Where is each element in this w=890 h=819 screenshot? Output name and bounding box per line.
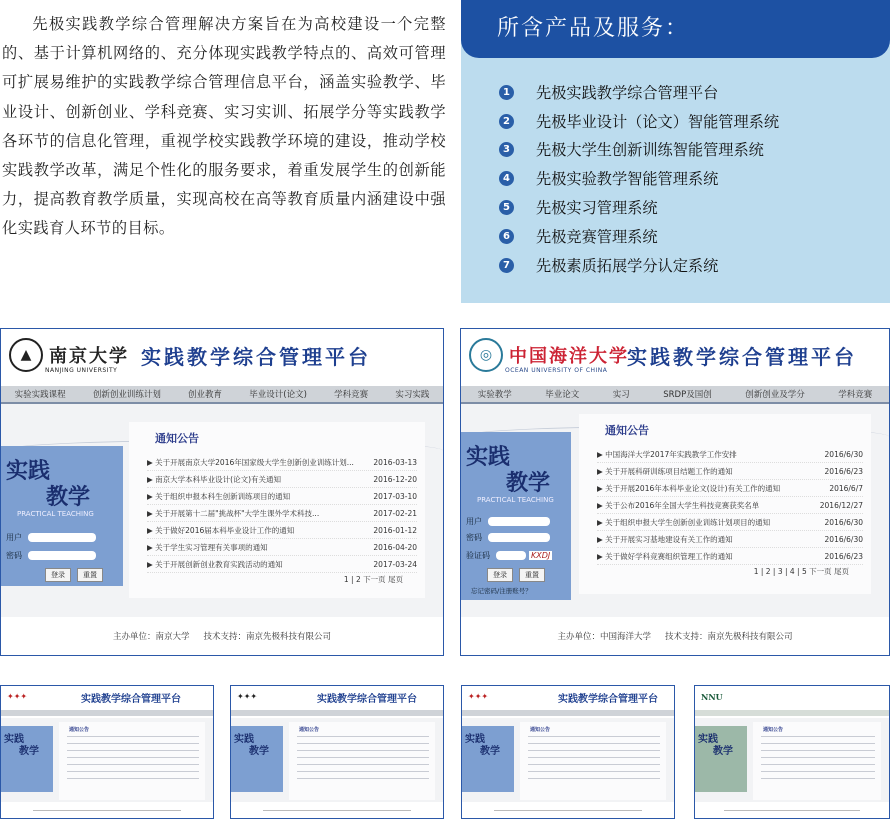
- notice-item[interactable]: [147, 522, 417, 539]
- notice-date: 2016/6/23: [824, 551, 863, 561]
- pagination[interactable]: 1 | 2 | 3 | 4 | 5 下一页 尾页: [753, 567, 849, 576]
- product-label: 先极素质拓展学分认定系统: [536, 256, 719, 275]
- thumb-heading-2: 教学: [713, 746, 733, 757]
- platform-thumbnail: [461, 685, 675, 819]
- main-nav: [1, 386, 443, 402]
- product-label: 先极大学生创新训练智能管理系统: [536, 141, 764, 160]
- logo-subtitle: NANJING UNIVERSITY: [45, 367, 118, 374]
- notice-text[interactable]: ▶ 关于组织申报大学生创新创业训练计划项目的通知: [597, 517, 771, 527]
- thumb-nav: [695, 710, 889, 716]
- product-item: [499, 222, 779, 251]
- thumb-footer: [231, 802, 443, 818]
- thumb-notice: [289, 722, 435, 800]
- notice-date: 2016/6/7: [829, 483, 863, 493]
- thumb-notice-lines: [297, 736, 429, 785]
- product-label: 先极实践教学综合管理平台: [536, 83, 719, 102]
- username-label: 用户: [466, 517, 482, 526]
- thumb-notice: [520, 722, 666, 800]
- nav-item[interactable]: 创业教育: [188, 390, 223, 400]
- platform-thumbnail: [230, 685, 444, 819]
- thumb-logo: NNU: [701, 692, 723, 702]
- thumb-logo: ✦✦✦: [7, 692, 28, 701]
- platform-thumbnail: [0, 685, 214, 819]
- platform-title: 实践教学综合管理平台: [141, 345, 371, 369]
- site-header: [461, 329, 889, 381]
- reset-button[interactable]: 重置: [519, 568, 545, 582]
- notice-item[interactable]: [147, 471, 417, 488]
- thumb-nav: [1, 710, 213, 716]
- number-badge-icon: 3: [499, 142, 514, 157]
- reset-button[interactable]: 重置: [77, 568, 103, 582]
- thumb-body: [231, 718, 443, 802]
- notice-date: 2016/6/23: [824, 466, 863, 476]
- notice-item[interactable]: [147, 454, 417, 471]
- ouc-platform-screenshot: [460, 328, 890, 656]
- notice-date: 2016/6/30: [824, 449, 863, 459]
- panel-subtitle: PRACTICAL TEACHING: [17, 510, 94, 518]
- notice-text[interactable]: ▶ 南京大学本科毕业设计(论文)有关通知: [147, 474, 282, 484]
- panel-subtitle: PRACTICAL TEACHING: [477, 496, 554, 504]
- thumb-nav: [462, 710, 674, 716]
- login-panel: [1, 446, 123, 586]
- thumb-heading-2: 教学: [480, 746, 500, 757]
- notice-date: 2017-03-10: [373, 491, 417, 501]
- notice-title: 通知公告: [605, 424, 649, 437]
- nav-item[interactable]: 创新创业及学分: [745, 390, 805, 400]
- thumb-login-panel: [231, 726, 283, 792]
- notice-item[interactable]: [597, 531, 863, 548]
- thumb-header: [1, 686, 213, 710]
- content-area: [1, 404, 443, 617]
- thumb-notice: [753, 722, 881, 800]
- login-button[interactable]: 登录: [487, 568, 513, 582]
- logo-text: 南京大学: [49, 346, 129, 367]
- university-seal-icon: ◎: [469, 338, 503, 372]
- thumb-nav: [231, 710, 443, 716]
- username-label: 用户: [6, 533, 22, 542]
- site-header: [1, 329, 443, 381]
- notice-item[interactable]: [597, 463, 863, 480]
- thumb-header: [462, 686, 674, 710]
- captcha-input[interactable]: [496, 551, 526, 560]
- logo-text: 中国海洋大学: [509, 346, 629, 367]
- panel-heading-2: 教学: [506, 471, 551, 496]
- notice-text[interactable]: ▶ 关于开展南京大学2016年国家级大学生创新创业训练计划...: [147, 457, 354, 467]
- notice-item[interactable]: [597, 548, 863, 565]
- number-badge-icon: 6: [499, 229, 514, 244]
- notice-text[interactable]: ▶ 关于开展创新创业教育实践活动的通知: [147, 559, 283, 569]
- username-field: [6, 532, 96, 543]
- notice-text[interactable]: ▶ 关于做好2016届本科毕业设计工作的通知: [147, 525, 295, 535]
- thumb-title: 实践教学综合管理平台: [317, 694, 417, 705]
- ouc-logo: [469, 337, 629, 373]
- thumb-heading-1: 实践: [234, 734, 254, 745]
- thumb-footer: [1, 802, 213, 818]
- products-header: [461, 0, 890, 58]
- thumb-login-panel: [695, 726, 747, 792]
- product-item: [499, 164, 779, 193]
- notice-text[interactable]: ▶ 关于公布2016年全国大学生科技竞赛获奖名单: [597, 500, 760, 510]
- thumb-title: 实践教学综合管理平台: [558, 694, 658, 705]
- password-input[interactable]: [28, 551, 96, 560]
- thumb-logo: ✦✦✦: [468, 692, 489, 701]
- content-area: [461, 404, 889, 617]
- notice-board: [129, 422, 425, 598]
- username-input[interactable]: [28, 533, 96, 542]
- university-seal-icon: ▲: [9, 338, 43, 372]
- notice-date: 2016-01-12: [373, 525, 417, 535]
- notice-text[interactable]: ▶ 关于开展实习基地建设有关工作的通知: [597, 534, 733, 544]
- notice-text[interactable]: ▶ 关于学生实习管理有关事项的通知: [147, 542, 268, 552]
- password-label: 密码: [6, 551, 22, 560]
- number-badge-icon: 2: [499, 114, 514, 129]
- captcha-label: 验证码: [466, 551, 490, 560]
- notice-date: 2016-12-20: [373, 474, 417, 484]
- notice-list: [147, 454, 417, 573]
- thumb-notice-lines: [67, 736, 199, 785]
- nav-item[interactable]: 实习: [612, 390, 630, 400]
- notice-title: 通知公告: [155, 432, 199, 445]
- thumb-header: [231, 686, 443, 710]
- notice-text[interactable]: ▶ 关于开展2016年本科毕业论文(设计)有关工作的通知: [597, 483, 781, 493]
- product-label: 先极实验教学智能管理系统: [536, 170, 719, 189]
- captcha-image[interactable]: KXDJ: [531, 551, 551, 560]
- site-footer: [461, 617, 889, 655]
- notice-list: [597, 446, 863, 565]
- nav-item[interactable]: 实验教学: [477, 390, 512, 400]
- thumb-header: [695, 686, 889, 710]
- notice-item[interactable]: [147, 505, 417, 522]
- notice-date: 2016/12/27: [819, 500, 863, 510]
- thumb-heading-2: 教学: [249, 746, 269, 757]
- password-field: [6, 550, 96, 561]
- username-field: [466, 516, 550, 527]
- nju-logo: [9, 337, 129, 373]
- thumb-login-panel: [1, 726, 53, 792]
- site-footer: [1, 617, 443, 655]
- product-item: [499, 136, 779, 165]
- logo-subtitle: OCEAN UNIVERSITY OF CHINA: [505, 367, 608, 374]
- footer-support: 技术支持：南京先极科技有限公司: [203, 632, 332, 642]
- number-badge-icon: 4: [499, 171, 514, 186]
- nav-item[interactable]: 学科竞赛: [838, 390, 873, 400]
- notice-date: 2017-02-21: [373, 508, 417, 518]
- thumb-notice-title: 通知公告: [69, 727, 90, 733]
- thumb-heading-2: 教学: [19, 746, 39, 757]
- panel-heading-2: 教学: [46, 485, 91, 510]
- products-panel: [461, 0, 890, 303]
- notice-board: [579, 414, 871, 594]
- nav-item[interactable]: 学科竞赛: [334, 390, 369, 400]
- thumb-login-panel: [462, 726, 514, 792]
- thumb-body: [1, 718, 213, 802]
- notice-item[interactable]: [147, 539, 417, 556]
- product-item: [499, 193, 779, 222]
- captcha-field: [466, 550, 552, 561]
- notice-text[interactable]: ▶ 关于开展第十二届"挑战杯"大学生课外学术科技...: [147, 508, 320, 518]
- nav-item[interactable]: SRDP及国创: [663, 390, 712, 400]
- notice-item[interactable]: [597, 514, 863, 531]
- thumb-notice-lines: [761, 736, 875, 785]
- notice-item[interactable]: [147, 488, 417, 505]
- notice-item[interactable]: [597, 446, 863, 463]
- nav-item[interactable]: 实验实践课程: [14, 390, 66, 400]
- password-label: 密码: [466, 533, 482, 542]
- product-list: [499, 78, 779, 280]
- products-title: 所含产品及服务：: [497, 16, 690, 41]
- product-label: 先极竞赛管理系统: [536, 227, 658, 246]
- panel-heading-1: 实践: [6, 459, 51, 484]
- product-item: [499, 107, 779, 136]
- number-badge-icon: 1: [499, 85, 514, 100]
- nav-item[interactable]: 毕业论文: [545, 390, 580, 400]
- number-badge-icon: 5: [499, 200, 514, 215]
- thumb-footer: [695, 802, 889, 818]
- forgot-link[interactable]: 忘记密码/注册账号？: [471, 587, 532, 595]
- panel-heading-1: 实践: [466, 445, 511, 470]
- footer-support: 技术支持：南京先极科技有限公司: [665, 632, 793, 642]
- intro-paragraph: 先极实践教学综合管理解决方案旨在为高校建设一个完整的、基于计算机网络的、充分体现实践教学特点的、高效可管理可扩展易维护的实践教学综合管理信息平台，涵盖实验教学、毕业设计、创新创业、学科竞赛、实习实训、拓展学分等实践教学各环节的信息化管理，重视学校实践教学环境的建设，推动学校实践教学改革，满足个性化的服务要求，着重发展学生的创新能力，提高教育教学质量，实现高校在高等教育质量内涵建设中强化实践育人环节的目标。: [2, 15, 446, 238]
- thumb-notice-title: 通知公告: [299, 727, 320, 733]
- notice-date: 2017-03-24: [373, 559, 417, 569]
- notice-date: 2016/6/30: [824, 534, 863, 544]
- thumb-heading-1: 实践: [4, 734, 24, 745]
- pagination[interactable]: 1 | 2 下一页 尾页: [343, 575, 403, 584]
- thumb-logo: ✦✦✦: [237, 692, 258, 701]
- login-buttons: [45, 568, 103, 582]
- login-panel: [461, 432, 571, 600]
- thumb-title: 实践教学综合管理平台: [81, 694, 181, 705]
- password-field: [466, 532, 550, 543]
- footer-host: 主办单位：中国海洋大学: [557, 632, 651, 642]
- nav-item[interactable]: 实习实践: [395, 390, 430, 400]
- thumb-body: [695, 718, 889, 802]
- notice-date: 2016-04-20: [373, 542, 417, 552]
- login-buttons: [487, 568, 545, 582]
- notice-date: 2016/6/30: [824, 517, 863, 527]
- product-label: 先极毕业设计（论文）智能管理系统: [536, 112, 779, 131]
- thumb-body: [462, 718, 674, 802]
- thumb-notice-title: 通知公告: [530, 727, 551, 733]
- notice-item[interactable]: [597, 480, 863, 497]
- username-input[interactable]: [488, 517, 550, 526]
- thumb-notice-lines: [528, 736, 660, 785]
- password-input[interactable]: [488, 533, 550, 542]
- thumb-heading-1: 实践: [698, 734, 718, 745]
- number-badge-icon: 7: [499, 258, 514, 273]
- thumb-footer: [462, 802, 674, 818]
- login-button[interactable]: 登录: [45, 568, 71, 582]
- notice-item[interactable]: [597, 497, 863, 514]
- notice-text[interactable]: ▶ 关于组织申报本科生创新训练项目的通知: [147, 491, 291, 501]
- nju-platform-screenshot: [0, 328, 444, 656]
- notice-date: 2016-03-13: [373, 457, 417, 467]
- thumb-notice: [59, 722, 205, 800]
- thumb-notice-title: 通知公告: [763, 727, 784, 733]
- product-label: 先极实习管理系统: [536, 199, 658, 218]
- nav-item[interactable]: 毕业设计(论文): [249, 390, 307, 400]
- notice-text[interactable]: ▶ 关于开展科研训练项目结题工作的通知: [597, 466, 733, 476]
- nav-item[interactable]: 创新创业训练计划: [92, 390, 161, 400]
- main-nav: [461, 386, 889, 402]
- notice-item[interactable]: [147, 556, 417, 573]
- product-item: [499, 78, 779, 107]
- thumb-heading-1: 实践: [465, 734, 485, 745]
- notice-text[interactable]: ▶ 中国海洋大学2017年实践教学工作安排: [597, 449, 737, 459]
- platform-title: 实践教学综合管理平台: [627, 345, 857, 369]
- platform-thumbnail: [694, 685, 890, 819]
- product-item: [499, 251, 779, 280]
- footer-host: 主办单位：南京大学: [112, 632, 190, 642]
- notice-text[interactable]: ▶ 关于做好学科竞赛组织管理工作的通知: [597, 551, 733, 561]
